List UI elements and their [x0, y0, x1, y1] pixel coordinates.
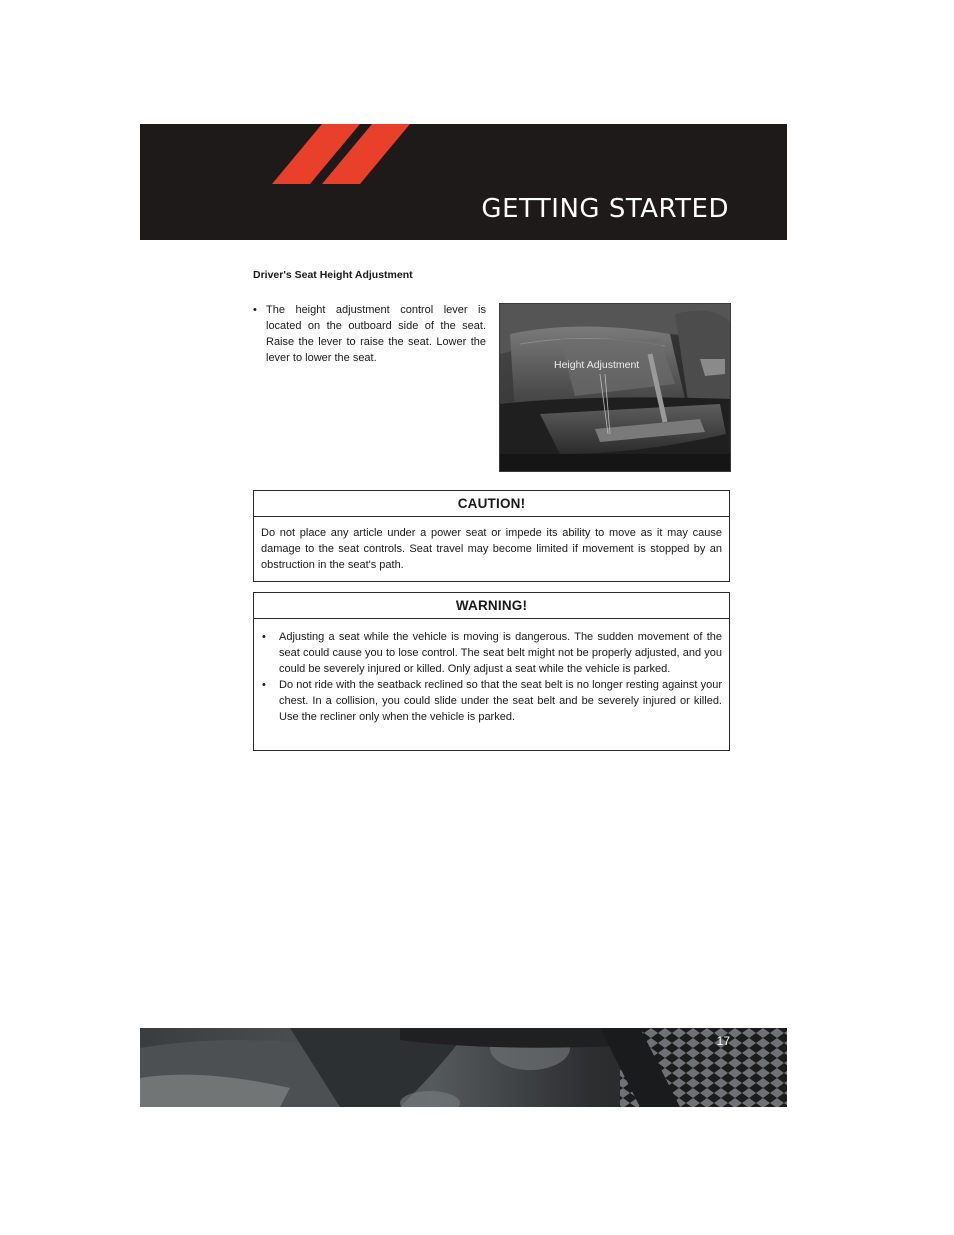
seat-photo-icon — [500, 304, 731, 472]
photo-label: Height Adjustment — [554, 359, 640, 371]
footer-photo-icon — [140, 1028, 787, 1107]
caution-title: CAUTION! — [254, 491, 729, 517]
header-band — [140, 124, 787, 240]
list-item — [261, 677, 722, 725]
warning-list — [254, 619, 729, 734]
intro-bullet-list — [253, 302, 486, 366]
warning-title: WARNING! — [254, 593, 729, 619]
brand-stripes-icon — [140, 124, 440, 240]
warning-item-text: Do not ride with the seatback reclined so that the seat belt is no longer resting against your chest. In a collision, you could slide under the seat belt and be severely injured or killed. Use the recliner only when the vehicle is parked. — [279, 679, 722, 723]
warning-item-text: Adjusting a seat while the vehicle is moving is dangerous. The sudden movement of the seat could cause you to lose control. The seat belt might not be properly adjusted, and you could be severely injured or killed. Only adjust a seat while the vehicle is parked. — [279, 631, 722, 675]
warning-box — [253, 592, 730, 751]
subheading: Driver's Seat Height Adjustment — [253, 269, 413, 281]
section-title: GETTING STARTED — [481, 194, 729, 224]
bullet-icon: • — [253, 304, 257, 316]
seat-photo — [499, 303, 731, 472]
bullet-icon: • — [262, 631, 266, 643]
intro-text: The height adjustment control lever is located on the outboard side of the seat. Raise the lever to raise the seat. Lower the lever to lower the seat. — [266, 304, 486, 364]
caution-box — [253, 490, 730, 582]
page-number: 17 — [716, 1034, 730, 1048]
caution-text: Do not place any article under a power seat or impede its ability to move as it may cause damage to the seat controls. Seat travel may become limited if movement is stopped by an obstruction in the seat's path. — [261, 527, 722, 571]
footer-band — [140, 1028, 787, 1107]
list-item — [253, 302, 486, 366]
list-item — [261, 629, 722, 677]
bullet-icon: • — [262, 679, 266, 691]
